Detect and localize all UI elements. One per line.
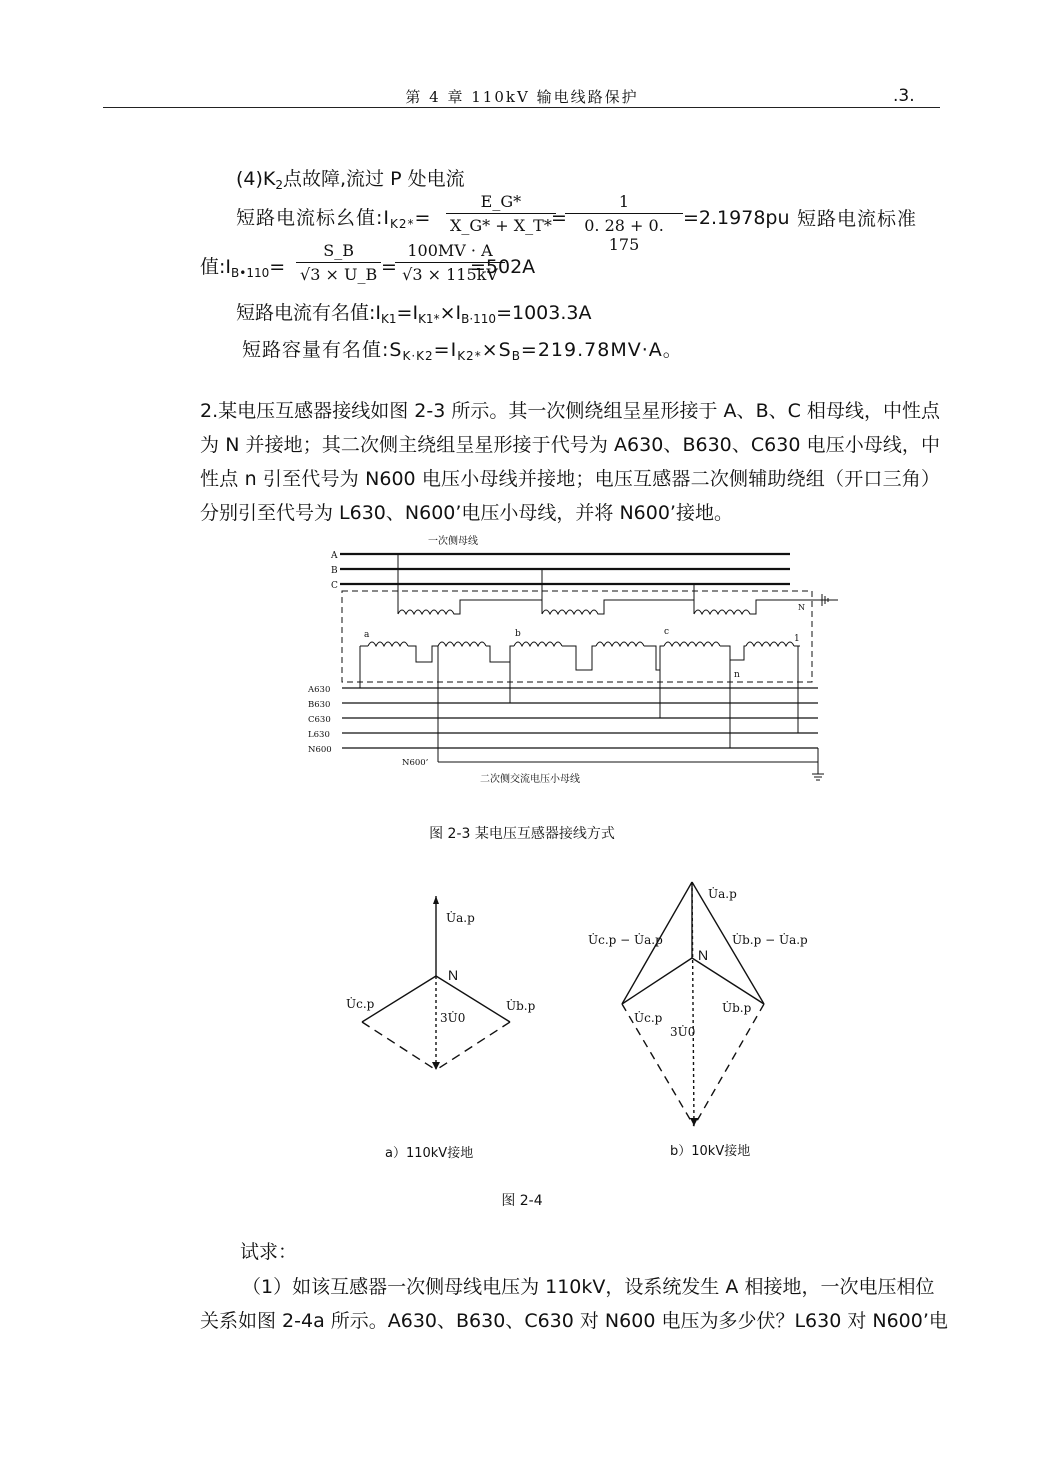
terminal-b: b: [515, 629, 521, 639]
terminal-1: 1: [794, 634, 800, 644]
perunit-result: =2.1978pu: [683, 207, 790, 229]
terminal-n: n: [734, 670, 740, 680]
label-n: N: [698, 947, 709, 963]
bus-label-b630: B630: [308, 700, 331, 710]
short-circuit-capacity: 短路容量有名值$:S_{K\cdot K2}=I_{K2*}\times S_B=219.78MV\cdot A$。: [242, 339, 683, 363]
bus-label-a: A: [331, 551, 338, 561]
transformer-enclosure: [342, 591, 812, 682]
label-uc: U̇c.p: [634, 1011, 663, 1025]
frac2-numerator: 1: [565, 192, 683, 214]
std-label-head: 值$:I_{B•110}=$: [200, 256, 286, 280]
frac3-denominator: √3 × U_B: [300, 265, 378, 284]
figure-2-4-caption: 图 2-4: [501, 1193, 543, 1209]
phasor-ub: [692, 958, 764, 1004]
primary-bus-label: 一次侧母线: [428, 536, 478, 547]
label-ua: U̇a.p: [446, 911, 475, 925]
bus-label-c630: C630: [308, 715, 331, 725]
frac4-numerator: 100MV · A: [395, 241, 505, 263]
fraction-sb-over-ub: [296, 241, 381, 284]
bus-label-b: B: [331, 566, 338, 576]
frac4-denominator: √3 × 115kV: [402, 265, 498, 284]
frac2-denominator: 0. 28 + 0. 175: [584, 216, 664, 254]
figure-2-3-wiring-diagram: [300, 530, 840, 792]
dashed-ub-u0: [436, 1022, 510, 1070]
figure-2-4b-phasor-diagram: [580, 872, 810, 1134]
phasor-uc: [622, 958, 692, 1004]
figure-2-4b-caption: b）10kV接地: [670, 1144, 751, 1159]
fraction-eg-over-xg-xt: [446, 192, 556, 235]
secondary-bus-label: 二次侧交流电压小母线: [480, 774, 580, 785]
label-3u0: 3U̇0: [670, 1025, 696, 1039]
problem2-paragraph: 2.某电压互感器接线如图 2-3 所示。其一次侧绕组呈星形接于 A、B、C 相母线，中性点为 N 并接地；其二次侧主绕组呈星形接于代号为 A630、B630、C630 电压小母线，中性点 n 引至代号为 N600 电压小母线并接地；电压互感器二次侧辅助绕组（开口三角）分别引至代号为 L630、N600’电压小母线，并将 N600’接地。: [200, 400, 940, 524]
std-label-tail: 短路电流标准: [797, 208, 918, 230]
dashed-uc-u0: [362, 1022, 436, 1070]
figure-2-4a-phasor-diagram: [330, 890, 560, 1080]
question-heading: 试求：: [240, 1241, 298, 1263]
question-line-1: （1）如该互感器一次侧母线电压为 110kV，设系统发生 A 相接地，一次电压相位: [242, 1276, 935, 1298]
frac3-numerator: S_B: [296, 241, 381, 263]
section4-heading: $(4)K_2$点故障,流过 P 处电流: [236, 168, 465, 192]
bus-label-n600-prime: N600’: [402, 758, 429, 768]
label-ub: U̇b.p: [506, 999, 536, 1013]
fraction-one-over-sum: [565, 192, 683, 254]
terminal-c: c: [664, 627, 670, 637]
terminal-a: a: [364, 630, 370, 640]
dashed-ub-u0: [694, 1004, 764, 1126]
page-number: .3.: [893, 86, 915, 106]
figure-2-4a-caption: a）110kV接地: [385, 1146, 474, 1161]
bus-label-n600: N600: [308, 745, 332, 755]
neutral-label: N: [798, 603, 805, 612]
named-current: 短路电流有名值$:I_{K1}=I_{K1*}\times I_{B\cdot 110}=1003.3A$: [236, 302, 592, 326]
equals-sign: =: [551, 207, 567, 229]
std-result: =502A: [470, 256, 536, 278]
perunit-label: 短路电流标幺值$:I_{K2*}=$: [236, 207, 432, 231]
label-ub-minus-ua: U̇b.p − U̇a.p: [732, 933, 808, 947]
label-uc-minus-ua: U̇c.p − U̇a.p: [588, 933, 663, 947]
label-3u0: 3U̇0: [440, 1011, 466, 1025]
header-rule: [103, 107, 940, 108]
phasor-3u0: [692, 882, 694, 1126]
question-line-2: 关系如图 2-4a 所示。A630、B630、C630 对 N600 电压为多少伏？L630 对 N600’电: [200, 1310, 948, 1332]
chapter-header: 第 4 章 110kV 输电线路保护: [405, 88, 639, 106]
equals-sign-2: =: [381, 256, 397, 278]
label-ua: U̇a.p: [708, 887, 737, 901]
frac1-denominator: X_G* + X_T*: [450, 216, 552, 235]
bus-label-c: C: [331, 581, 338, 591]
frac1-numerator: E_G*: [446, 192, 556, 214]
label-uc: U̇c.p: [346, 997, 375, 1011]
bus-label-a630: A630: [308, 685, 331, 695]
figure-2-3-caption: 图 2-3 某电压互感器接线方式: [429, 826, 615, 842]
label-ub: U̇b.p: [722, 1001, 752, 1015]
label-n: N: [448, 967, 459, 983]
bus-label-l630: L630: [308, 730, 330, 740]
